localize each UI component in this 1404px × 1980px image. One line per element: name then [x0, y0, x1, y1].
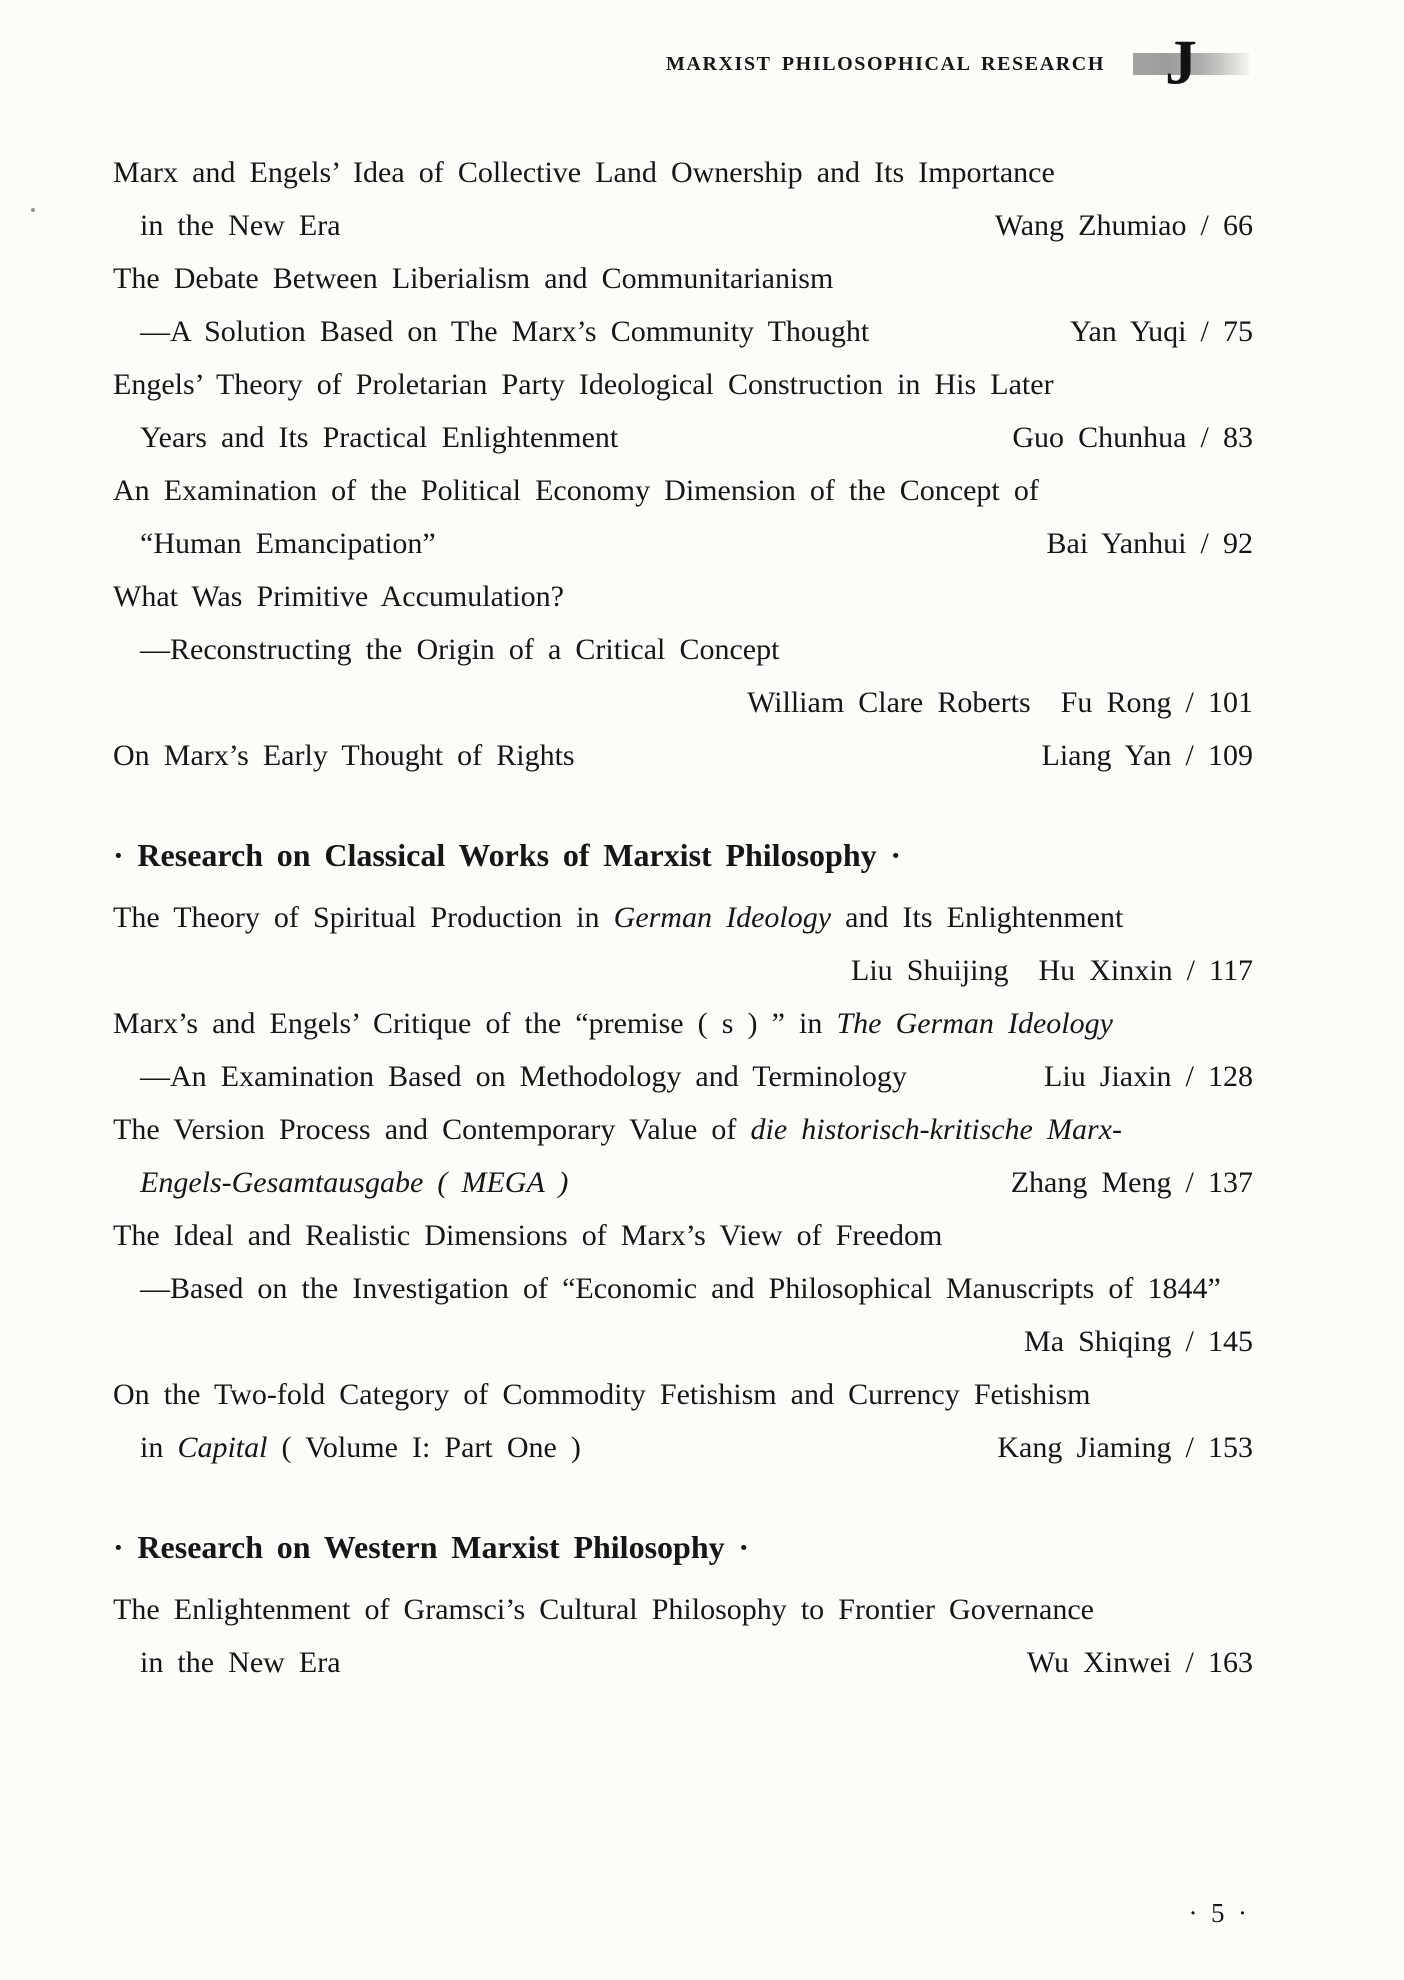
entry-title-text: The Debate Between Liberialism and Communitarianism — [113, 262, 834, 295]
section-heading: · Research on Classical Works of Marxist Philosophy · — [113, 837, 902, 873]
entry-title-text: The Version Process and Contemporary Value of die historisch-kritische Marx- — [113, 1113, 1122, 1146]
entry-title-text: Years and Its Practical Enlightenment — [140, 421, 619, 454]
entry-title-text: —An Examination Based on Methodology and Terminology — [140, 1060, 907, 1093]
toc-line — [113, 146, 1253, 199]
entry-title-text: —Reconstructing the Origin of a Critical Concept — [140, 633, 780, 666]
journal-title: MARXIST PHILOSOPHICAL RESEARCH — [665, 53, 1105, 75]
entry-author-page: Liu Shuijing Hu Xinxin / 117 — [851, 954, 1253, 987]
entry-author-page: William Clare Roberts Fu Rong / 101 — [747, 686, 1253, 719]
toc-line — [113, 944, 1253, 997]
toc-line — [113, 1636, 1253, 1689]
entry-title-text: The Theory of Spiritual Production in German Ideology and Its Enlightenment — [113, 901, 1124, 934]
toc-line — [113, 729, 1253, 782]
toc-line — [113, 1262, 1253, 1315]
entry-title-text: The Ideal and Realistic Dimensions of Marx’s View of Freedom — [113, 1219, 943, 1252]
toc-line — [113, 517, 1253, 570]
entry-author-page: Yan Yuqi / 75 — [1069, 315, 1253, 348]
toc-line — [113, 1050, 1253, 1103]
toc-line — [113, 570, 1253, 623]
toc-section — [113, 1516, 1253, 1689]
toc-line — [113, 411, 1253, 464]
toc-line — [113, 997, 1253, 1050]
toc-line — [113, 676, 1253, 729]
toc-line — [113, 305, 1253, 358]
journal-logo — [1133, 26, 1250, 98]
toc-line — [113, 464, 1253, 517]
entry-title-text: What Was Primitive Accumulation? — [113, 580, 564, 613]
toc-line — [113, 1421, 1253, 1474]
toc-line — [113, 1103, 1253, 1156]
entry-title-text: The Enlightenment of Gramsci’s Cultural Philosophy to Frontier Governance — [113, 1593, 1094, 1626]
logo-letter-j: J — [1165, 26, 1197, 98]
toc-line — [113, 199, 1253, 252]
toc-line — [113, 1156, 1253, 1209]
masthead — [665, 26, 1250, 98]
toc-section — [113, 824, 1253, 1474]
entry-author-page: Guo Chunhua / 83 — [1012, 421, 1253, 454]
entry-title-text: Engels-Gesamtausgabe ( MEGA ) — [140, 1166, 569, 1199]
toc-line — [113, 1583, 1253, 1636]
toc-section — [113, 146, 1253, 782]
entry-title-text: in Capital ( Volume I: Part One ) — [140, 1431, 581, 1464]
entry-title-text: —A Solution Based on The Marx’s Community Thought — [140, 315, 870, 348]
entry-author-page: Ma Shiqing / 145 — [1024, 1325, 1253, 1358]
toc-line — [113, 1368, 1253, 1421]
entry-author-page: Kang Jiaming / 153 — [997, 1431, 1253, 1464]
entry-title-text: On the Two-fold Category of Commodity Fetishism and Currency Fetishism — [113, 1378, 1091, 1411]
entry-title-text: On Marx’s Early Thought of Rights — [113, 739, 575, 772]
entry-title-text: Marx and Engels’ Idea of Collective Land Ownership and Its Importance — [113, 156, 1055, 189]
print-speck — [31, 208, 35, 212]
entry-author-page: Liu Jiaxin / 128 — [1044, 1060, 1253, 1093]
toc-line — [113, 1315, 1253, 1368]
entry-title-text: Engels’ Theory of Proletarian Party Ideological Construction in His Later — [113, 368, 1054, 401]
entry-title-text: “Human Emancipation” — [140, 527, 436, 560]
entry-author-page: Wang Zhumiao / 66 — [994, 209, 1253, 242]
toc — [113, 146, 1253, 1689]
entry-author-page: Wu Xinwei / 163 — [1026, 1646, 1253, 1679]
toc-line — [113, 252, 1253, 305]
section-heading: · Research on Western Marxist Philosophy · — [113, 1529, 750, 1565]
entry-author-page: Bai Yanhui / 92 — [1046, 527, 1253, 560]
entry-author-page: Zhang Meng / 137 — [1010, 1166, 1253, 1199]
entry-title-text: in the New Era — [140, 209, 341, 242]
toc-line — [113, 891, 1253, 944]
toc-line — [113, 358, 1253, 411]
page-number: · 5 · — [1188, 1898, 1247, 1928]
entry-author-page: Liang Yan / 109 — [1041, 739, 1253, 772]
toc-line — [113, 1209, 1253, 1262]
entry-title-text: —Based on the Investigation of “Economic and Philosophical Manuscripts of 1844” — [140, 1272, 1221, 1305]
entry-title-text: Marx’s and Engels’ Critique of the “premise ( s ) ” in The German Ideology — [113, 1007, 1113, 1040]
entry-title-text: in the New Era — [140, 1646, 341, 1679]
toc-line — [113, 623, 1253, 676]
entry-title-text: An Examination of the Political Economy Dimension of the Concept of — [113, 474, 1039, 507]
